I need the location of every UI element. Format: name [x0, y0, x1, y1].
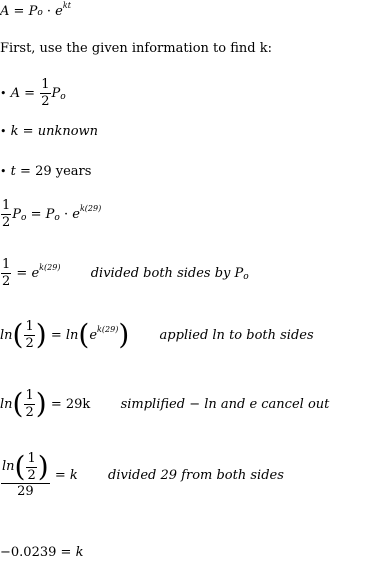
bullet-t-value: 29 — [35, 164, 52, 179]
step1-dot: · — [63, 206, 69, 222]
formula-line — [0, 2, 71, 18]
bullet-t-var: t — [10, 164, 16, 179]
step2-line — [0, 258, 249, 296]
step1-denominator: 2 — [2, 214, 11, 230]
step5-rparen: ) — [37, 450, 49, 484]
step4-eq: = — [50, 396, 62, 412]
step5-outer-denominator: 29 — [17, 484, 34, 500]
formula-dot: · — [46, 4, 52, 19]
step2-denominator: 2 — [2, 273, 11, 289]
step3-e: e — [89, 327, 98, 343]
bullet-k-eq: = — [22, 124, 34, 139]
step3-eq: = — [50, 327, 62, 343]
step2-numerator: 1 — [2, 257, 11, 272]
intro-text: First, use the given information to find k: — [0, 41, 272, 56]
step5-fraction — [26, 452, 36, 482]
step3-exp: k(29) — [97, 325, 119, 335]
bullet-A-eq: = — [24, 85, 36, 101]
bullet-dot-1: • — [0, 86, 7, 100]
bullet-A — [0, 78, 66, 110]
fraction-numerator: 1 — [41, 77, 50, 92]
bullet-t-eq: = — [20, 164, 31, 179]
step1-P2: P — [45, 206, 55, 222]
step3-line — [0, 320, 314, 364]
step4-line — [0, 389, 329, 433]
bullet-A-var: A — [10, 85, 21, 101]
step1-sub-o: o — [21, 212, 27, 223]
step5-k: k — [69, 467, 78, 483]
result-k: k — [75, 545, 84, 560]
step4-denominator: 2 — [25, 404, 34, 420]
step2-note-sub: o — [243, 271, 249, 282]
step1-fraction — [1, 199, 11, 229]
step3-fraction — [24, 320, 34, 350]
bullet-k — [0, 125, 98, 138]
formula-exp: kt — [62, 1, 71, 10]
step3-ln2: ln — [65, 327, 79, 343]
result-value: −0.0239 — [0, 545, 57, 560]
fraction-denominator: 2 — [41, 93, 50, 109]
step1-e: e — [72, 206, 80, 222]
step5-outer-numerator — [1, 452, 50, 482]
bullet-dot-3: • — [0, 165, 7, 178]
bullet-A-P: P — [51, 85, 61, 101]
step5-lparen: ( — [14, 450, 26, 484]
step1-sub-o2: o — [54, 212, 60, 223]
step2-e: e — [31, 265, 40, 281]
step3-denominator: 2 — [25, 335, 34, 351]
formula-P: P — [28, 4, 38, 19]
step2-exp: k(29) — [39, 263, 61, 273]
bullet-A-sub: o — [60, 91, 66, 102]
fraction-half — [40, 78, 50, 108]
step4-numerator: 1 — [25, 388, 34, 403]
step2-eq: = — [16, 265, 28, 281]
result-line — [0, 546, 83, 559]
step3-rparen: ) — [35, 318, 47, 352]
bullet-dot-2: • — [0, 125, 7, 138]
step1-numerator: 1 — [2, 198, 11, 213]
formula-A: A — [0, 4, 10, 19]
step5-outer-fraction — [1, 452, 50, 499]
step3-lparen2: ( — [78, 318, 90, 352]
step1-exp: k(29) — [79, 204, 102, 214]
step5-ln: ln — [2, 459, 15, 475]
step3-note: applied ln to both sides — [159, 327, 314, 343]
step4-rhs: 29k — [65, 396, 91, 412]
step3-numerator: 1 — [25, 319, 34, 334]
step5-line — [0, 452, 284, 522]
step4-lparen: ( — [12, 387, 24, 421]
step3-ln: ln — [0, 327, 13, 343]
step5-numerator: 1 — [27, 451, 36, 466]
bullet-t — [0, 165, 91, 178]
step3-lparen: ( — [12, 318, 24, 352]
bullet-k-var: k — [10, 124, 19, 139]
step1-eq: = — [30, 206, 42, 222]
step3-rparen2: ) — [118, 318, 130, 352]
step4-ln: ln — [0, 396, 13, 412]
bullet-t-unit: years — [55, 164, 92, 179]
step2-note: divided both sides by P — [90, 265, 244, 281]
formula-sub-o: o — [37, 8, 43, 18]
step4-rparen: ) — [35, 387, 47, 421]
bullet-k-value: unknown — [37, 124, 99, 139]
step4-note: simplified − ln and e cancel out — [120, 396, 330, 412]
formula-equals: = — [13, 4, 25, 19]
step5-note: divided 29 from both sides — [108, 467, 284, 483]
step2-fraction — [1, 258, 11, 288]
step5-eq: = — [54, 467, 66, 483]
result-eq: = — [60, 545, 72, 560]
step5-denominator: 2 — [27, 467, 36, 483]
step1-P: P — [12, 206, 22, 222]
step4-fraction — [24, 389, 34, 419]
step1-line — [0, 199, 101, 235]
formula-e: e — [55, 4, 63, 19]
